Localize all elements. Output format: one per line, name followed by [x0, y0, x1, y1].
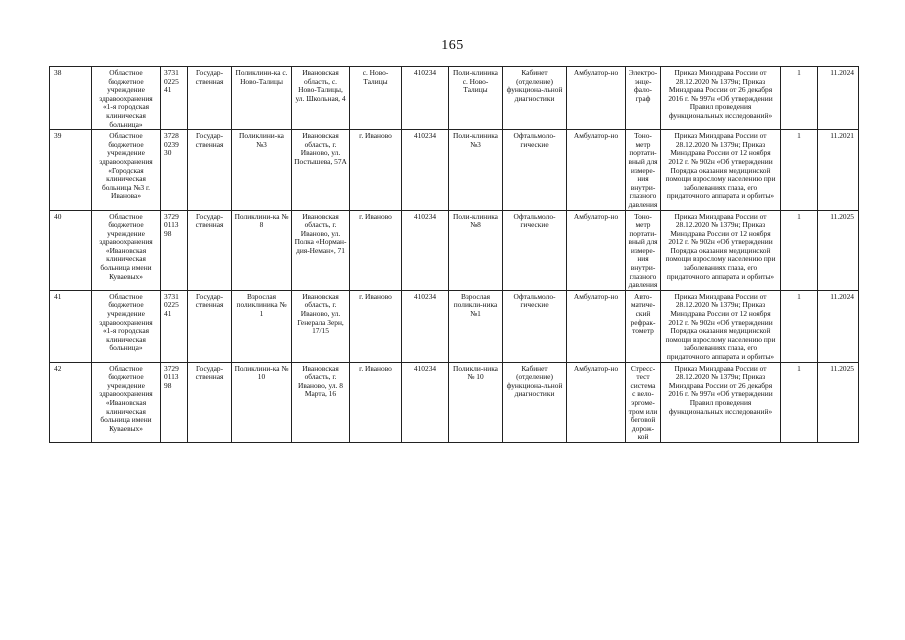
equipment-register-table [49, 66, 859, 443]
cabinet-type: Офтальмоло-гические [503, 130, 567, 210]
ownership-form: Государ-ственная [188, 67, 232, 130]
equipment-name: Авто-матиче-ский рефрак-тометр [626, 290, 661, 362]
division-name: Поликлини-ка № 8 [232, 210, 292, 290]
table-row [50, 362, 859, 442]
regulation-order: Приказ Минздрава России от 28.12.2020 № 1379н; Приказ Минздрава России от 12 ноября 2012 г. № 902н «Об утверждении Порядка оказания медицинской помощи взрослому населению при заболеваниях глаза, его придаточного аппарата и орбиты» [661, 210, 781, 290]
okato-code: 410234 [402, 362, 449, 442]
organization-name: Областное бюджетное учреждение здравоохранения «1-я городская клиническая больница» [92, 290, 161, 362]
page-number: 165 [441, 38, 464, 53]
delivery-date: 11.2024 [818, 290, 859, 362]
care-condition: Амбулатор-но [567, 362, 626, 442]
table-row [50, 290, 859, 362]
table-row [50, 210, 859, 290]
cabinet-type: Офтальмоло-гические [503, 290, 567, 362]
organization-code: 3729 0113 98 [161, 210, 188, 290]
division-name: Поликлини-ка №3 [232, 130, 292, 210]
equipment-name: Электро-энце-фало-граф [626, 67, 661, 130]
quantity: 1 [781, 67, 818, 130]
organization-code: 3728 0239 30 [161, 130, 188, 210]
ownership-form: Государ-ственная [188, 362, 232, 442]
address: Ивановская область, г. Иваново, ул. Постышева, 57А [292, 130, 350, 210]
cabinet-type: Кабинет (отделение) функциона-льной диагностики [503, 362, 567, 442]
regulation-order: Приказ Минздрава России от 28.12.2020 № 1379н; Приказ Минздрава России от 12 ноября 2012 г. № 902н «Об утверждении Порядка оказания медицинской помощи взрослому населению при заболеваниях глаза, его придаточного аппарата и орбиты» [661, 130, 781, 210]
quantity: 1 [781, 210, 818, 290]
okato-code: 410234 [402, 290, 449, 362]
unit-name: Поликли-ника № 10 [449, 362, 503, 442]
locality: с. Ново-Талицы [350, 67, 402, 130]
quantity: 1 [781, 362, 818, 442]
unit-name: Поли-клиника №8 [449, 210, 503, 290]
locality: г. Иваново [350, 210, 402, 290]
organization-name: Областное бюджетное учреждение здравоохранения «1-я городская клиническая больница» [92, 67, 161, 130]
unit-name: Взрослая поликли-ника №1 [449, 290, 503, 362]
equipment-name: Тоно-метр портати-вный для измере-ния внутри-глазного давления [626, 130, 661, 210]
row-number: 40 [50, 210, 92, 290]
locality: г. Иваново [350, 130, 402, 210]
okato-code: 410234 [402, 210, 449, 290]
address: Ивановская область, г. Иваново, ул. Генерала Зерн, 17/15 [292, 290, 350, 362]
okato-code: 410234 [402, 130, 449, 210]
row-number: 41 [50, 290, 92, 362]
delivery-date: 11.2025 [818, 210, 859, 290]
address: Ивановская область, г. Иваново, ул. 8 Марта, 16 [292, 362, 350, 442]
organization-code: 3731 0225 41 [161, 67, 188, 130]
address: Ивановская область, с. Ново-Талицы, ул. Школьная, 4 [292, 67, 350, 130]
equipment-name: Тоно-метр портати-вный для измере-ния внутри-глазного давления [626, 210, 661, 290]
row-number: 42 [50, 362, 92, 442]
care-condition: Амбулатор-но [567, 67, 626, 130]
delivery-date: 11.2025 [818, 362, 859, 442]
organization-code: 3729 0113 98 [161, 362, 188, 442]
division-name: Поликлини-ка с. Ново-Талицы [232, 67, 292, 130]
cabinet-type: Офтальмоло-гические [503, 210, 567, 290]
organization-name: Областное бюджетное учреждение здравоохранения «Ивановская клиническая больница имени Куваевых» [92, 362, 161, 442]
care-condition: Амбулатор-но [567, 130, 626, 210]
regulation-order: Приказ Минздрава России от 28.12.2020 № 1379н; Приказ Минздрава России от 12 ноября 2012 г. № 902н «Об утверждении Порядка оказания медицинской помощи взрослому населению при заболеваниях глаза, его придаточного аппарата и орбиты» [661, 290, 781, 362]
locality: г. Иваново [350, 362, 402, 442]
care-condition: Амбулатор-но [567, 210, 626, 290]
organization-name: Областное бюджетное учреждение здравоохранения «Городская клиническая больница №3 г. Иванова» [92, 130, 161, 210]
address: Ивановская область, г. Иваново, ул. Полка «Норман-дия-Неман», 71 [292, 210, 350, 290]
ownership-form: Государ-ственная [188, 290, 232, 362]
regulation-order: Приказ Минздрава России от 28.12.2020 № 1379н; Приказ Минздрава России от 26 декабря 2016 г. № 997н «Об утверждении Правил проведения функциональных исследований» [661, 67, 781, 130]
unit-name: Поли-клиника с. Ново-Талицы [449, 67, 503, 130]
locality: г. Иваново [350, 290, 402, 362]
row-number: 39 [50, 130, 92, 210]
division-name: Взрослая поликлиника № 1 [232, 290, 292, 362]
delivery-date: 11.2021 [818, 130, 859, 210]
organization-name: Областное бюджетное учреждение здравоохранения «Ивановская клиническая больница имени Куваевых» [92, 210, 161, 290]
ownership-form: Государ-ственная [188, 130, 232, 210]
division-name: Поликлини-ка № 10 [232, 362, 292, 442]
care-condition: Амбулатор-но [567, 290, 626, 362]
quantity: 1 [781, 130, 818, 210]
regulation-order: Приказ Минздрава России от 28.12.2020 № 1379н; Приказ Минздрава России от 26 декабря 2016 г. № 997н «Об утверждении Правил проведения функциональных исследований» [661, 362, 781, 442]
organization-code: 3731 0225 41 [161, 290, 188, 362]
quantity: 1 [781, 290, 818, 362]
cabinet-type: Кабинет (отделение) функциона-льной диагностики [503, 67, 567, 130]
unit-name: Поли-клиника №3 [449, 130, 503, 210]
table-row [50, 130, 859, 210]
delivery-date: 11.2024 [818, 67, 859, 130]
row-number: 38 [50, 67, 92, 130]
equipment-name: Стресс-тест система с вело-эргоме-тром или беговой дорож-кой [626, 362, 661, 442]
ownership-form: Государ-ственная [188, 210, 232, 290]
okato-code: 410234 [402, 67, 449, 130]
table-row [50, 67, 859, 130]
